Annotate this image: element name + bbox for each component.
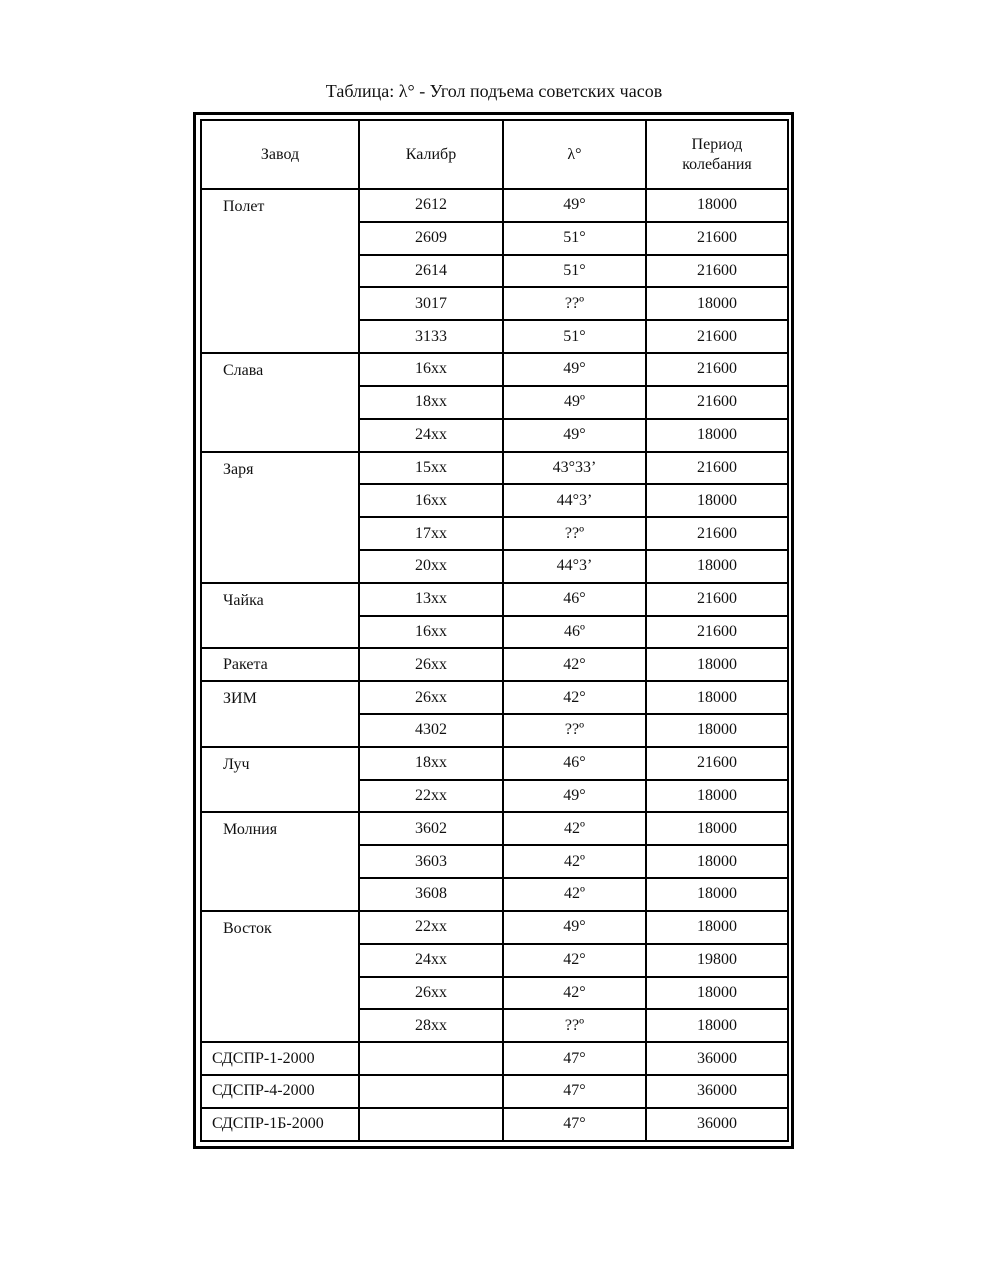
lambda-cell: ??º — [503, 714, 646, 747]
header-caliber: Калибр — [359, 120, 503, 189]
lambda-cell: 42º — [503, 845, 646, 878]
lambda-cell: 42° — [503, 648, 646, 681]
lambda-cell: 47° — [503, 1075, 646, 1108]
table-row — [201, 747, 788, 780]
model-name-cell: СДСПР-4-2000 — [201, 1075, 359, 1108]
caliber-cell: 16хх — [359, 353, 503, 386]
period-cell: 21600 — [646, 517, 788, 550]
lambda-cell: 46° — [503, 583, 646, 616]
table-row — [201, 681, 788, 714]
factory-cell: Чайка — [201, 583, 359, 649]
caliber-cell: 22хх — [359, 780, 503, 813]
header-factory: Завод — [201, 120, 359, 189]
caliber-cell: 2612 — [359, 189, 503, 222]
caliber-cell: 26хх — [359, 681, 503, 714]
period-cell: 18000 — [646, 550, 788, 583]
table-row — [201, 583, 788, 616]
caliber-cell — [359, 1108, 503, 1141]
lambda-cell: 49° — [503, 189, 646, 222]
balance-angle-table — [200, 119, 789, 1142]
caliber-cell — [359, 1075, 503, 1108]
caliber-cell: 26хх — [359, 648, 503, 681]
period-cell: 21600 — [646, 386, 788, 419]
table-caption: Таблица: λ° - Угол подъема советских часов — [325, 81, 663, 101]
caliber-cell: 26хх — [359, 977, 503, 1010]
factory-cell: Восток — [201, 911, 359, 1042]
caliber-cell: 24хх — [359, 944, 503, 977]
period-cell: 19800 — [646, 944, 788, 977]
period-cell: 18000 — [646, 1009, 788, 1042]
lambda-cell: 47° — [503, 1108, 646, 1141]
factory-cell: ЗИМ — [201, 681, 359, 747]
table-row — [201, 452, 788, 485]
lambda-cell: 49º — [503, 386, 646, 419]
lambda-cell: 47° — [503, 1042, 646, 1075]
period-cell: 21600 — [646, 616, 788, 649]
factory-cell: Заря — [201, 452, 359, 583]
lambda-cell: 42º — [503, 812, 646, 845]
model-name-cell: СДСПР-1Б-2000 — [201, 1108, 359, 1141]
caliber-cell: 17хх — [359, 517, 503, 550]
period-cell: 18000 — [646, 484, 788, 517]
period-cell: 36000 — [646, 1042, 788, 1075]
header-period: Период колебания — [646, 120, 788, 189]
period-cell: 21600 — [646, 747, 788, 780]
period-cell: 18000 — [646, 780, 788, 813]
lambda-cell: ??º — [503, 517, 646, 550]
period-cell: 18000 — [646, 648, 788, 681]
lambda-cell: 44°3’ — [503, 484, 646, 517]
caliber-cell: 28хх — [359, 1009, 503, 1042]
period-cell: 18000 — [646, 189, 788, 222]
table-header — [201, 120, 788, 189]
period-cell: 21600 — [646, 452, 788, 485]
caliber-cell: 24хх — [359, 419, 503, 452]
caliber-cell: 18хх — [359, 386, 503, 419]
period-cell: 18000 — [646, 419, 788, 452]
lambda-cell: 46º — [503, 616, 646, 649]
period-cell: 18000 — [646, 714, 788, 747]
period-cell: 18000 — [646, 681, 788, 714]
caliber-cell: 3017 — [359, 287, 503, 320]
period-cell: 18000 — [646, 977, 788, 1010]
factory-cell: Слава — [201, 353, 359, 451]
table-row — [201, 1075, 788, 1108]
lambda-cell: ??º — [503, 287, 646, 320]
caliber-cell: 3608 — [359, 878, 503, 911]
period-cell: 18000 — [646, 878, 788, 911]
period-cell: 36000 — [646, 1108, 788, 1141]
table-body — [201, 189, 788, 1141]
lambda-cell: 49° — [503, 419, 646, 452]
lambda-cell: 49° — [503, 353, 646, 386]
caliber-cell: 18хх — [359, 747, 503, 780]
table-row — [201, 1108, 788, 1141]
table-row — [201, 353, 788, 386]
factory-cell: Молния — [201, 812, 359, 910]
table-frame — [193, 112, 794, 1149]
caliber-cell: 15хх — [359, 452, 503, 485]
factory-cell: Луч — [201, 747, 359, 813]
factory-cell: Ракета — [201, 648, 359, 681]
caliber-cell: 16хх — [359, 484, 503, 517]
table-row — [201, 1042, 788, 1075]
lambda-cell: 51° — [503, 320, 646, 353]
caliber-cell: 3603 — [359, 845, 503, 878]
period-cell: 21600 — [646, 222, 788, 255]
lambda-cell: 51° — [503, 255, 646, 288]
lambda-cell: 42° — [503, 681, 646, 714]
lambda-cell: 42° — [503, 977, 646, 1010]
caliber-cell: 13хх — [359, 583, 503, 616]
header-row — [201, 120, 788, 189]
period-cell: 18000 — [646, 911, 788, 944]
period-cell: 21600 — [646, 583, 788, 616]
factory-cell: Полет — [201, 189, 359, 353]
period-cell: 21600 — [646, 320, 788, 353]
table-row — [201, 812, 788, 845]
caliber-cell: 22хх — [359, 911, 503, 944]
period-cell: 18000 — [646, 812, 788, 845]
lambda-cell: 51° — [503, 222, 646, 255]
table-row — [201, 648, 788, 681]
period-cell: 18000 — [646, 287, 788, 320]
lambda-cell: ??º — [503, 1009, 646, 1042]
lambda-cell: 49° — [503, 780, 646, 813]
model-name-cell: СДСПР-1-2000 — [201, 1042, 359, 1075]
caliber-cell: 3133 — [359, 320, 503, 353]
lambda-cell: 43°33’ — [503, 452, 646, 485]
caliber-cell: 4302 — [359, 714, 503, 747]
lambda-cell: 42º — [503, 878, 646, 911]
caliber-cell: 2614 — [359, 255, 503, 288]
table-row — [201, 911, 788, 944]
table-row — [201, 189, 788, 222]
lambda-cell: 42° — [503, 944, 646, 977]
period-cell: 18000 — [646, 845, 788, 878]
header-lambda: λ° — [503, 120, 646, 189]
period-cell: 36000 — [646, 1075, 788, 1108]
lambda-cell: 44°3’ — [503, 550, 646, 583]
caliber-cell — [359, 1042, 503, 1075]
caliber-cell: 3602 — [359, 812, 503, 845]
caliber-cell: 2609 — [359, 222, 503, 255]
caliber-cell: 20хх — [359, 550, 503, 583]
caliber-cell: 16хх — [359, 616, 503, 649]
lambda-cell: 46° — [503, 747, 646, 780]
period-cell: 21600 — [646, 255, 788, 288]
lambda-cell: 49° — [503, 911, 646, 944]
period-cell: 21600 — [646, 353, 788, 386]
